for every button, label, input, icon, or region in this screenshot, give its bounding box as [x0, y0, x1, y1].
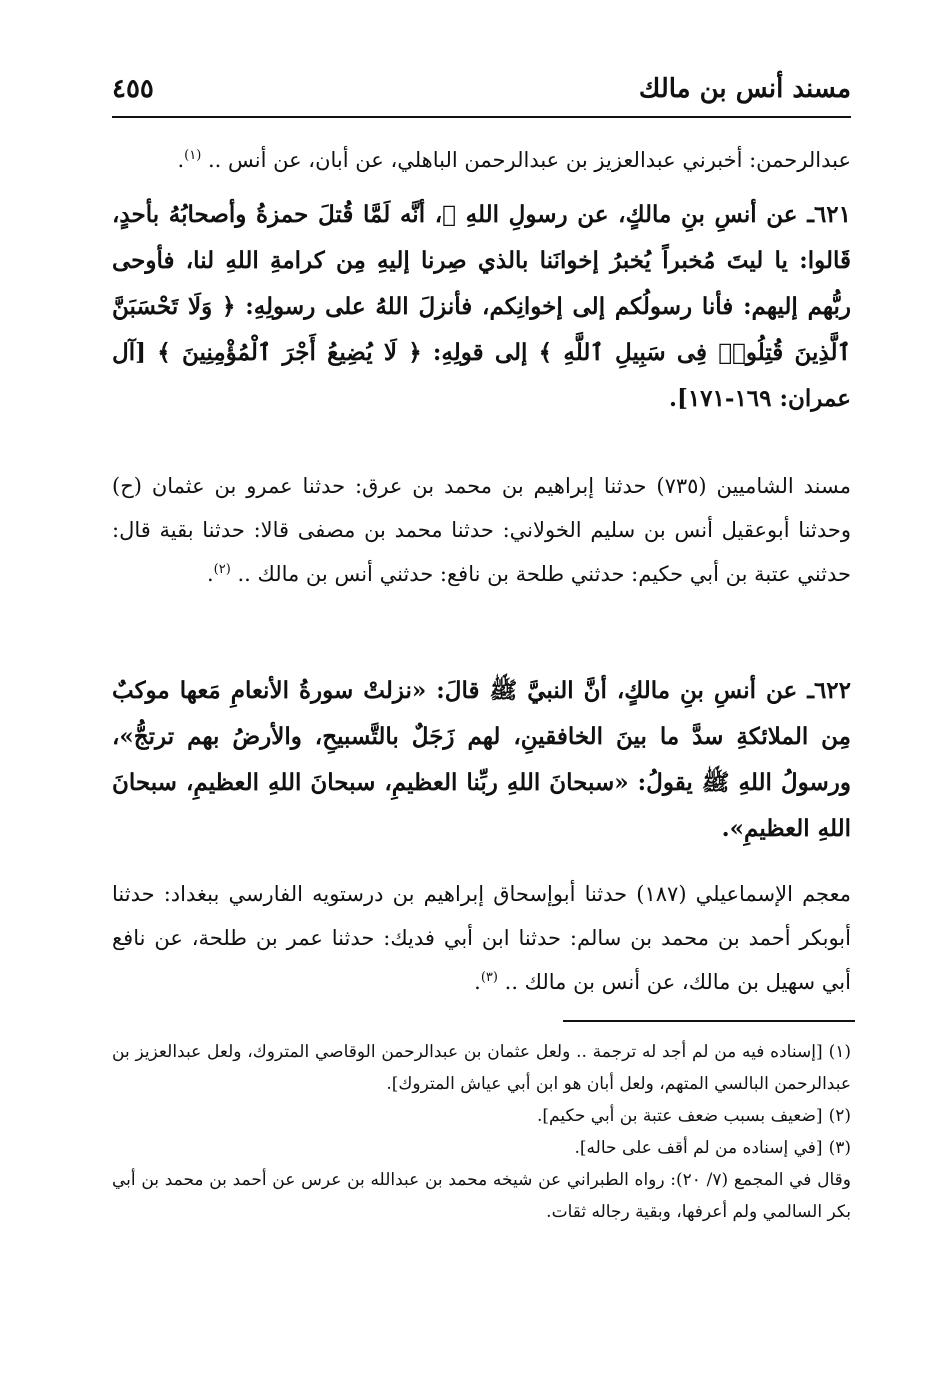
quran-quote-2: ﴿ لَا يُضِيعُ أَجْرَ ٱلْمُؤْمِنِينَ ﴾ [157, 339, 422, 366]
hadith-622-text: ٦٢٢ـ عن أنسِ بنِ مالكٍ، أنَّ النبيَّ ﷺ قالَ: «نزلتْ سورةُ الأنعامِ مَعها موكبٌ مِن الملائكةِ سدَّ ما بينَ الخافقينِ، لهم زَجَلٌ بالتَّسبيحِ، والأرضُ بهم ترتجُّ»، ورسولُ اللهِ ﷺ يقولُ: «سبحانَ اللهِ ربِّنا العظيمِ، سبحانَ اللهِ العظيمِ، سبحانَ اللهِ العظيمِ». [112, 677, 851, 842]
intro-source-text: عبدالرحمن: أخبرني عبدالعزيز بن عبدالرحمن الباهلي، عن أبان، عن أنس .. [201, 148, 851, 172]
source-622-text: معجم الإسماعيلي (١٨٧) حدثنا أبوإسحاق إبراهيم بن درستويه الفارسي ببغداد: حدثنا أبوبكر أحمد بن محمد بن سالم: حدثنا ابن أبي فديك: حدثنا عمر بن طلحة، عن نافع أبي سهيل بن مالك، عن أنس بن مالك .. [112, 882, 851, 994]
footnote-separator [563, 1020, 855, 1022]
footnote-3 [112, 1132, 851, 1164]
footnote-ref-1: (١) [184, 148, 202, 163]
page-header [112, 68, 851, 118]
running-title: مسند أنس بن مالك [638, 74, 851, 104]
source-621-paragraph: مسند الشاميين (٧٣٥) حدثنا إبراهيم بن محمد بن عرق: حدثنا عمرو بن عثمان (ح) وحدثنا أبوعقيل أنس بن سليم الخولاني: حدثنا محمد بن مصفى قالا: حدثنا بقية قال: حدثني عتبة بن أبي حكيم: حدثني طلحة بن نافع: حدثني أنس بن مالك .. $^{(٢)}$. [112, 474, 851, 586]
footnote-3-continuation: وقال في المجمع (٧/ ٢٠): رواه الطبراني عن شيخه محمد بن عبدالله بن عرس عن أحمد بن محمد بن أبي بكر السالمي ولم أعرفها، وبقية رجاله ثقات. [112, 1170, 852, 1222]
footnote-3-number: (٣) [828, 1138, 851, 1158]
hadith-621 [112, 192, 851, 422]
footnote-3-text: [في إسناده من لم أقف على حاله]. [574, 1138, 823, 1158]
page-number: ٤٥٥ [112, 74, 154, 104]
hadith-622 [112, 668, 851, 852]
source-621-text: مسند الشاميين (٧٣٥) حدثنا إبراهيم بن محمد بن عرق: حدثنا عمرو بن عثمان (ح) وحدثنا أبوعقيل أنس بن سليم الخولاني: حدثنا محمد بن مصفى قالا: حدثنا بقية قال: حدثني عتبة بن أبي حكيم: حدثني طلحة بن نافع: حدثني أنس بن مالك .. [112, 474, 851, 586]
hadith-621-mid: إلى قولِهِ: [421, 339, 539, 366]
footnotes [112, 1036, 851, 1228]
footnote-1-number: (١) [828, 1042, 851, 1062]
hadith-621-text: ٦٢١ـ عن أنسِ بنِ مالكٍ، عن رسولِ اللهِ ﷺ، أنَّه لَمَّا قُتلَ حمزةُ وأصحابُهُ بأحدٍ، قَالوا: يا ليتَ مُخبراً يُخبرُ إخوانَنا بالذي صِرنا إليهِ مِن كرامةِ اللهِ لنا، فأوحى ربُّهم إليهم: فأنا رسولُكم إلى إخوانِكم، فأنزلَ اللهُ على رسولِهِ: [112, 201, 851, 320]
source-622-paragraph: معجم الإسماعيلي (١٨٧) حدثنا أبوإسحاق إبراهيم بن درستويه الفارسي ببغداد: حدثنا أبوبكر أحمد بن محمد بن سالم: حدثنا ابن أبي فديك: حدثنا عمر بن طلحة، عن نافع أبي سهيل بن مالك، عن أنس بن مالك .. $^{(٣)}$. [112, 882, 851, 994]
footnote-ref-2: (٢) [213, 562, 231, 577]
hadith-621-end: [آل عمران: ١٦٩-١٧١]. [112, 339, 851, 412]
footnote-2-text: [ضعيف بسبب ضعف عتبة بن أبي حكيم]. [537, 1106, 823, 1126]
footnote-ref-3: (٣) [480, 970, 498, 985]
footnote-1-text: [إسناده فيه من لم أجد له ترجمة .. ولعل عثمان بن عبدالرحمن الوقاصي المتروك، ولعل عبدالعزيز بن عبدالرحمن البالسي المتهم، ولعل أبان هو ابن أبي عياش المتروك]. [112, 1042, 851, 1094]
footnote-1 [112, 1036, 851, 1100]
intro-source-paragraph: عبدالرحمن: أخبرني عبدالعزيز بن عبدالرحمن الباهلي، عن أبان، عن أنس .. $^{(١)}$. [177, 148, 851, 172]
footnote-2-number: (٢) [828, 1106, 851, 1126]
footnote-2 [112, 1100, 851, 1132]
quran-quote-1: ﴿ وَلَا تَحْسَبَنَّ ٱلَّذِينَ قُتِلُوا۟ فِى سَبِيلِ ٱللَّهِ ﴾ [112, 293, 851, 366]
